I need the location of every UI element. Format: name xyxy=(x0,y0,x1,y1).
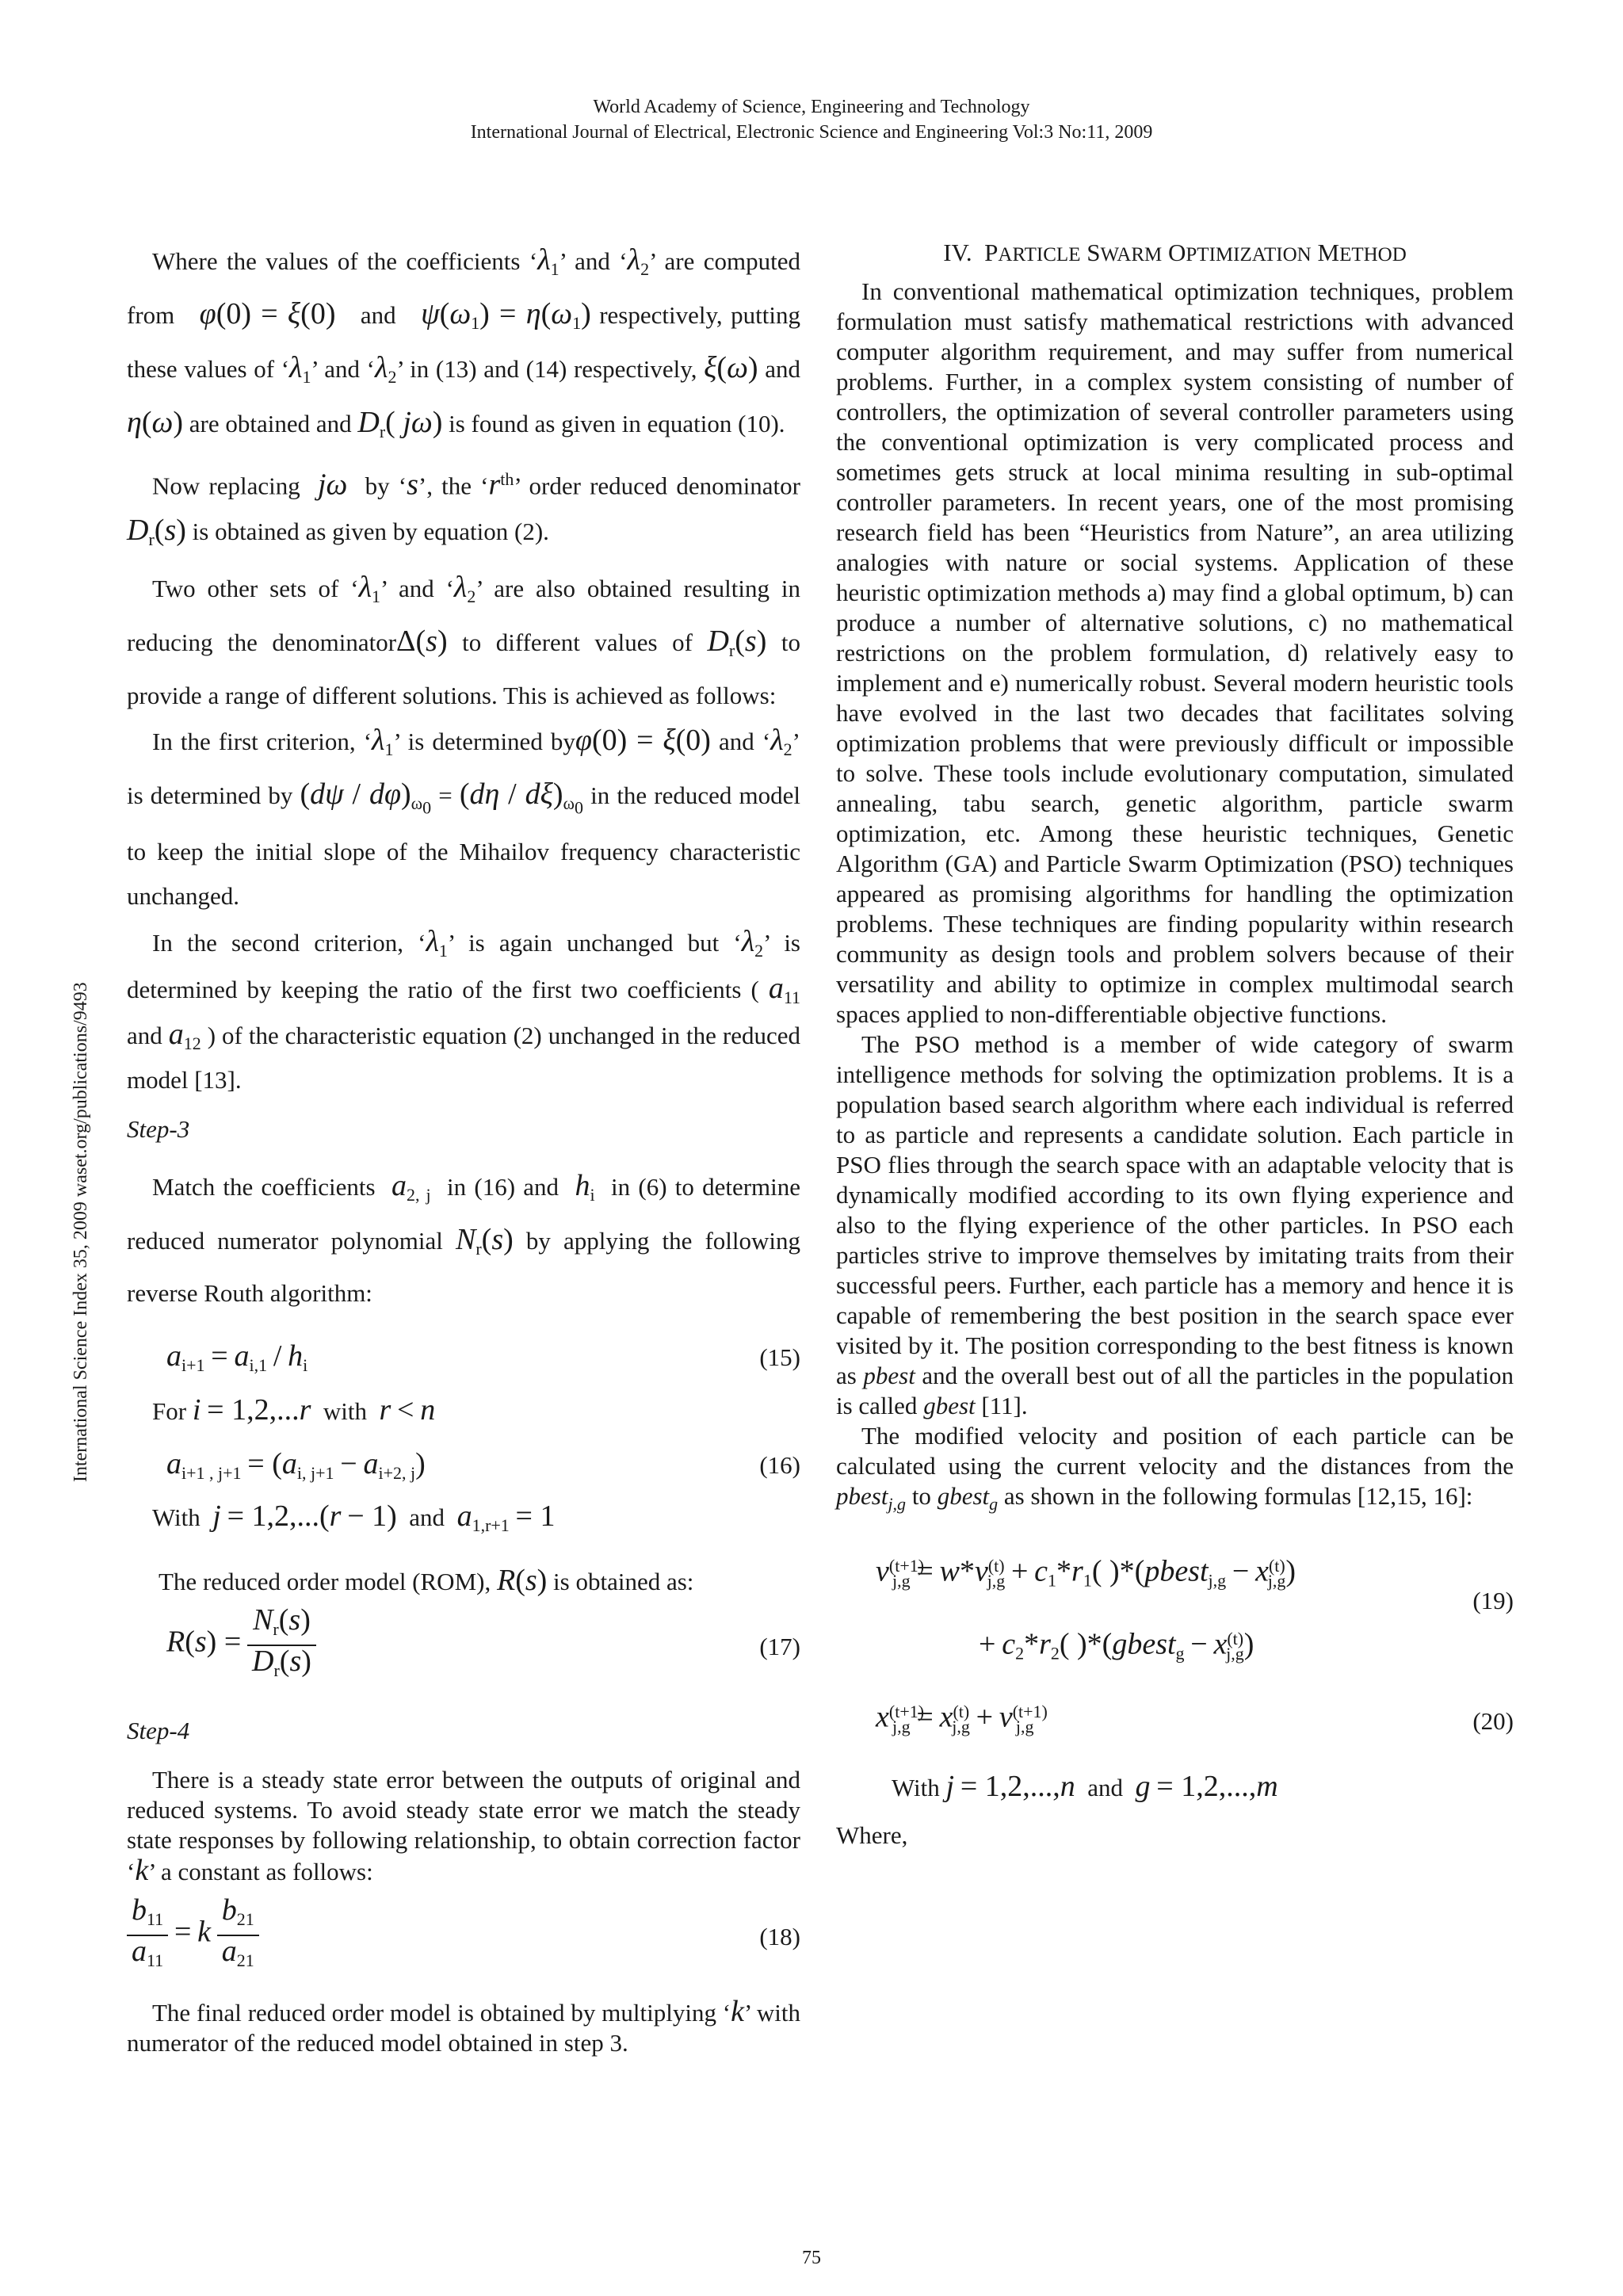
paragraph: Now replacing jω by ‘s’, the ‘$r^{th}$’ order reduced denominator $D_r(s)$ is obtained as given by equation (2). xyxy=(127,468,800,550)
paragraph: In conventional mathematical optimization techniques, problem formulation must satisfy mathematical restrictions with advanced computer algorithm requirement, and may suffer from numerical problems. Further, in a complex system consisting of number of controllers, the optimization of several controller parameters using the conventional optimization is very complicated process and sometimes gets struck at local minima resulting in sub-optimal controller parameters. In recent years, one of the most promising research field has been “Heuristics from Nature”, an area utilizing analogies with nature or social systems. Application of these heuristic optimization methods a) may find a global optimum, b) can produce a number of alternative solutions, c) no mathematical restrictions on the problem formulation, d) relatively easy to implement and e) numerically robust. Several modern heuristic tools have evolved in the last two decades that facilitates solving optimization problems that were previously difficult or impossible to solve. These tools include evolutionary computation, simulated annealing, tabu search, genetic algorithm, particle swarm optimization, etc. Among these heuristic techniques, Genetic Algorithm (GA) and Particle Swarm Optimization (PSO) techniques appeared as promising algorithms for handling the optimization problems. These techniques are finding popularity within research community as design tools and problem solvers because of their versatility and ability to optimize in complex multimodal search spaces applied to non-differentiable objective functions. xyxy=(836,277,1514,1028)
left-column xyxy=(127,238,800,2058)
paragraph: Where the values of the coefficients ‘$\lambda_1$’ and ‘$\lambda_2$’ are computed from φ(0) = ξ(0) and $\psi(\omega_1) = \eta(\omega_1)$ respectively, putting these values of ‘$\lambda_1$’ and ‘$\lambda_2$’ in (13) and (14) respectively, ξ(ω) and η(ω) are obtained and $D_r$( jω) is found as given in equation (10). xyxy=(127,243,801,441)
right-column xyxy=(836,238,1514,1851)
section-heading: IV. PARTICLE SWARM OPTIMIZATION METHOD xyxy=(943,239,1407,266)
paragraph: The final reduced order model is obtained by multiplying ‘k’ with numerator of the reduced model obtained in step 3. xyxy=(127,1994,800,2057)
step-3-heading: Step-3 xyxy=(127,1114,190,1143)
step-4-heading: Step-4 xyxy=(127,1716,190,1744)
page-number: 75 xyxy=(802,2248,821,2268)
equation-16: $a_{i+1 , j+1} = (a_{i, j+1} - a_{i+2, j})$ (16) xyxy=(166,1447,800,1484)
paragraph: Two other sets of ‘$\lambda_1$’ and ‘$\lambda_2$’ are also obtained resulting in reducing the denominatorΔ(s) to different values of $D_r(s)$ to provide a range of different solutions. This is achieved as follows: xyxy=(127,571,800,709)
journal-header-line1: World Academy of Science, Engineering and Technology xyxy=(593,97,1030,117)
equation-17: R(s) = $\frac{N_r(s)}{D_r(s)}$ (17) xyxy=(166,1603,800,1680)
equation-19: $v^{(t+1)}_{j,g} = w*v^{(t)}_{j,g} + c_1*r_1$( )*(pbest$_{j,g}$ − $x^{(t)}_{j,g}$) + $c_2*r_2$( )*(gbest$_g$ − $x^{(t)}_{j,g}$) (19) xyxy=(876,1554,1514,1664)
paragraph: In the first criterion, ‘$\lambda_1$’ is determined byφ(0) = ξ(0) and ‘$\lambda_2$’ is determined by $(d\psi / d\varphi)_{\omega_0} = (d\eta / d\xi)_{\omega_0}$ in the reduced model to keep the initial slope of the Mihailov frequency characteristic unchanged. xyxy=(127,723,800,911)
paragraph: There is a steady state error between the outputs of original and reduced systems. To avoid steady state error we match the steady state responses by following relationship, to obtain correction factor ‘k’ a constant as follows: xyxy=(127,1765,800,1887)
paragraph: The PSO method is a member of wide category of swarm intelligence methods for solving the optimization problems. It is a population based search algorithm where each individual is referred to as particle and represents a candidate solution. Each particle in PSO flies through the search space with an adaptable velocity that is dynamically modified according to its own flying experience and also to the flying experience of the other particles. In PSO each particles strive to improve themselves by imitating traits from their successful peers. Further, each particle has a memory and hence it is capable of remembering the best position in the search space ever visited by it. The position corresponding to the best fitness is known as pbest and the overall best out of all the particles in the population is called gbest [11]. xyxy=(836,1030,1514,1419)
paragraph: The modified velocity and position of each particle can be calculated using the current velocity and the distances from the pbest$_{j,g}$ to gbest$_g$ as shown in the following formulas [12,15, 16]: xyxy=(836,1422,1514,1515)
paragraph: With j = 1,2,...,n and g = 1,2,...,m xyxy=(892,1770,1278,1804)
paragraph: Match the coefficients $a_{2, j}$ in (16) and $h_i$ in (6) to determine reduced numerator polynomial $N_r(s)$ by applying the following reverse Routh algorithm: xyxy=(127,1168,801,1308)
paragraph: The reduced order model (ROM), R(s) is obtained as: xyxy=(158,1563,694,1597)
paragraph: In the second criterion, ‘$\lambda_1$’ is again unchanged but ‘$\lambda_2$’ is determined by keeping the ratio of the first two coefficients ( $a_{11}$ and $a_{12}$ ) of the characteristic equation (2) unchanged in the reduced model [13]. xyxy=(127,925,801,1094)
paragraph: With j = 1,2,...(r − 1) and $a_{1,r+1} = 1$ xyxy=(152,1499,556,1536)
equation-18: $\frac{b_{11}}{a_{11}}$ = k $\frac{b_{21}}{a_{21}}$ (18) xyxy=(127,1895,800,1982)
equation-20: $x^{(t+1)}_{j,g} = x^{(t)}_{j,g} + v^{(t+1)}_{j,g}$ (20) xyxy=(876,1700,1514,1736)
paragraph: For i = 1,2,...r with r < n xyxy=(152,1393,436,1427)
paragraph: Where, xyxy=(836,1821,908,1850)
journal-header-line2: International Journal of Electrical, Electronic Science and Engineering Vol:3 No:11, 2009 xyxy=(470,122,1153,143)
equation-15: $a_{i+1} = a_{i,1} / h_i$ (15) xyxy=(166,1339,800,1376)
